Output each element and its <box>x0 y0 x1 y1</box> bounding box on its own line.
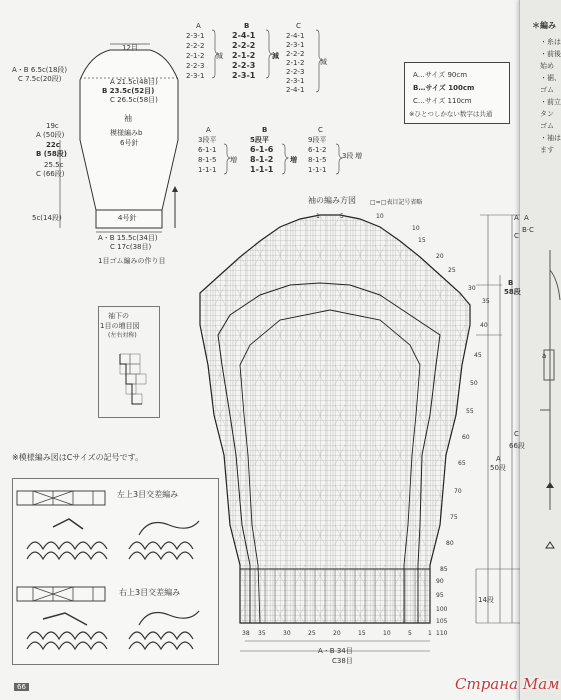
chart-col-num: 35 <box>258 630 266 637</box>
right-page-schema-fragment <box>520 210 561 570</box>
inc-detail-title: 袖下の <box>108 312 129 320</box>
inc-b-row: 8-1-2 <box>250 155 274 164</box>
chart-c-rows: 66段 <box>509 442 525 450</box>
chart-b-rows: 58段 <box>504 288 521 296</box>
chart-col-num: 20 <box>333 630 341 637</box>
schema-width-b: B 23.5c(52目) <box>102 87 155 95</box>
inc-c-header: C <box>318 126 323 134</box>
dec-a-word: 減 <box>216 52 223 60</box>
chart-top-num: 5 <box>340 213 344 220</box>
inc-a-row: 1-1-1 <box>198 166 217 174</box>
stitch-drawings <box>13 479 218 664</box>
chart-b-mark: B <box>508 279 514 287</box>
dec-a-row: 2-3-1 <box>186 32 205 40</box>
right-page-line: ・裾、 <box>540 74 561 82</box>
right-page-line: ・袖は <box>540 134 561 142</box>
dec-braces <box>180 28 330 98</box>
inc-b-start: 5段平 <box>250 136 269 144</box>
size-note: ※ひとつしかない数字は共通 <box>409 110 493 118</box>
inc-a-header: A <box>206 126 211 134</box>
schema-hem-c: C 7.5c(20段) <box>18 75 62 83</box>
schema-piece-name: 袖 <box>124 114 132 123</box>
stitch-left-label: 左上3目交差編み <box>117 490 179 499</box>
dec-a-row: 2-3-1 <box>186 72 205 80</box>
schema-hem-ab: A・B 6.5c(18段) <box>12 66 68 74</box>
next-page-edge <box>519 0 561 700</box>
dec-b-word: 減 <box>272 52 279 60</box>
schema-cast-on-note: 1目ゴム編みの作り目 <box>98 257 166 265</box>
right-page-line: ゴム <box>540 86 554 94</box>
chart-note: ※模様編み図はCサイズの記号です。 <box>12 453 144 462</box>
dec-a-header: A <box>196 22 201 30</box>
size-c: C…サイズ 110cm <box>413 97 472 105</box>
chart-row-num: 25 <box>448 267 456 274</box>
chart-a-rows: 50段 <box>490 464 506 472</box>
dec-b-row: 2-2-3 <box>232 61 256 70</box>
inc-c-start: 9段平 <box>308 136 327 144</box>
chart-row-num: 40 <box>480 322 488 329</box>
dec-b-row: 2-4-1 <box>232 31 256 40</box>
schema-needle-main: 6号針 <box>120 139 139 147</box>
dec-c-row: 2-2-2 <box>286 50 305 58</box>
inc-a-row: 6-1-1 <box>198 146 217 154</box>
chart-row-num: 105 <box>436 618 448 625</box>
dec-b-header: B <box>244 22 250 30</box>
chart-bottom-c: C38目 <box>332 657 353 665</box>
chart-row-num: 10 <box>412 225 420 232</box>
chart-top-num: 10 <box>376 213 384 220</box>
schema-pattern-name: 模様編みb <box>110 129 143 137</box>
chart-row-num: 75 <box>450 514 458 521</box>
schema-width-a: A 21.5c(48目) <box>110 78 158 86</box>
inc-a-row: 8-1-5 <box>198 156 217 164</box>
right-page-line: ゴム <box>540 122 554 130</box>
schema-side-b-rows: B (58段) <box>36 150 67 158</box>
chart-row-num: 30 <box>468 285 476 292</box>
dec-b-row: 2-1-2 <box>232 51 256 60</box>
schema-bottom-ab: A・B 15.5c(34目) <box>98 234 158 242</box>
inc-c-row: 6-1-2 <box>308 146 327 154</box>
inc-detail-chart <box>98 306 160 418</box>
dec-b-row: 2-3-1 <box>232 71 256 80</box>
dec-a-row: 2-1-2 <box>186 52 205 60</box>
dec-b-row: 2-2-2 <box>232 41 256 50</box>
chart-row-num: 45 <box>474 352 482 359</box>
size-legend-box <box>404 62 510 124</box>
chart-cuff-rows: 14段 <box>478 596 494 604</box>
right-page-line: ・糸は <box>540 38 561 46</box>
right-page-line: ・前立 <box>540 98 561 106</box>
inc-braces <box>190 142 360 178</box>
chart-row-num: 90 <box>436 578 444 585</box>
chart-col-num: 25 <box>308 630 316 637</box>
chart-col-num: 10 <box>383 630 391 637</box>
dec-a-row: 2-2-3 <box>186 62 205 70</box>
chart-c-mark-top: C <box>514 232 519 240</box>
schema-cuff-height: 5c(14段) <box>32 214 62 222</box>
inc-c-row: 8-1-5 <box>308 156 327 164</box>
chart-row-num: 15 <box>418 237 426 244</box>
inc-a-start: 3段平 <box>198 136 217 144</box>
inc-c-word: 増 <box>355 152 362 160</box>
dec-c-row: 2-4-1 <box>286 32 305 40</box>
stitch-illustrations <box>12 478 219 665</box>
schema-side-a: 19c <box>46 122 59 130</box>
schema-top-label: 12目 <box>122 44 138 52</box>
dec-c-row: 2-2-3 <box>286 68 305 76</box>
inc-a-word: 増 <box>230 156 237 164</box>
chart-row-num: 100 <box>436 606 448 613</box>
inc-b-header: B <box>262 126 268 134</box>
dec-c-row: 2-3-1 <box>286 77 305 85</box>
watermark: Страна Мам <box>455 675 560 693</box>
inc-detail-subtitle: (左右対称) <box>108 332 137 339</box>
chart-row-num: 50 <box>470 380 478 387</box>
inc-b-row: 6-1-6 <box>250 145 274 154</box>
chart-row-num: 60 <box>462 434 470 441</box>
right-page-line: ・前後 <box>540 50 561 58</box>
inc-detail-title2: 1目の増目図 <box>100 322 140 330</box>
schema-side-c: 25.5c <box>44 161 64 169</box>
knitting-chart <box>190 205 520 665</box>
right-page-line: 始め <box>540 62 554 70</box>
chart-row-num: 20 <box>436 253 444 260</box>
chart-row-num: 85 <box>440 566 448 573</box>
svg-text:a: a <box>542 352 547 360</box>
schema-bottom-c: C 17c(38目) <box>110 243 152 251</box>
schema-side-a-rows: A (50段) <box>36 131 65 139</box>
right-page-title: ＊編み <box>532 21 556 30</box>
inc-b-word: 増 <box>290 156 297 164</box>
inc-b-row: 1-1-1 <box>250 165 274 174</box>
dec-a-row: 2-2-2 <box>186 42 205 50</box>
chart-row-num: 65 <box>458 460 466 467</box>
chart-row-num: 70 <box>454 488 462 495</box>
inc-c-extra: 3段 <box>342 152 354 160</box>
chart-bottom-ab: A・B 34目 <box>318 647 353 655</box>
page-number: 66 <box>14 683 29 691</box>
chart-col-num: 15 <box>358 630 366 637</box>
chart-row-num: 80 <box>446 540 454 547</box>
chart-top-num: 1 <box>316 213 320 220</box>
chart-col-num: 5 <box>408 630 412 637</box>
dec-c-row: 2-4-1 <box>286 86 305 94</box>
chart-row-num: 35 <box>482 298 490 305</box>
svg-text:B·C: B·C <box>522 226 534 234</box>
chart-row-num: 55 <box>466 408 474 415</box>
schema-side-b: 22c <box>46 141 60 149</box>
schema-width-c: C 26.5c(58目) <box>110 96 158 104</box>
schema-needle-cuff: 4号針 <box>118 214 137 222</box>
dec-c-header: C <box>296 22 301 30</box>
chart-row-num: 95 <box>436 592 444 599</box>
chart-col-num: 38 <box>242 630 250 637</box>
schema-side-c-rows: C (66段) <box>36 170 65 178</box>
inc-c-row: 1-1-1 <box>308 166 327 174</box>
stitch-right-label: 右上3目交差編み <box>119 588 181 597</box>
chart-legend: □=□表目記号省略 <box>370 199 423 206</box>
right-page-line: ます <box>540 146 554 154</box>
dec-c-word: 減 <box>320 58 327 66</box>
chart-row-num: 110 <box>436 630 448 637</box>
chart-a-mark-top: A <box>514 214 519 222</box>
size-a: A…サイズ 90cm <box>413 71 468 79</box>
chart-a-mark: A <box>496 455 501 463</box>
right-page-line: タン <box>540 110 554 118</box>
chart-c-mark: C <box>514 430 519 438</box>
sleeve-schematic <box>0 0 200 270</box>
dec-c-row: 2-3-1 <box>286 41 305 49</box>
chart-title: 袖の編み方図 <box>308 196 356 205</box>
svg-text:A: A <box>524 214 529 222</box>
chart-col-num: 1 <box>428 630 432 637</box>
chart-col-num: 30 <box>283 630 291 637</box>
size-b: B…サイズ 100cm <box>413 84 475 92</box>
dec-c-row: 2-1-2 <box>286 59 305 67</box>
